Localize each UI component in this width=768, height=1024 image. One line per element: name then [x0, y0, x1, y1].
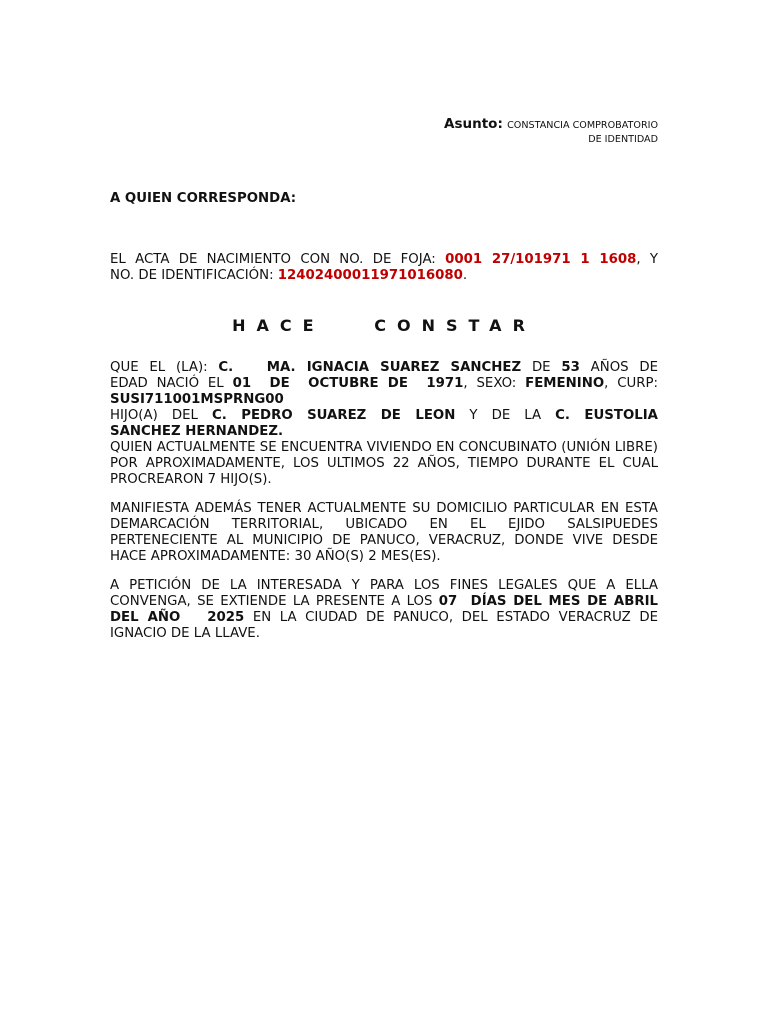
- acta-line-1: [110, 252, 658, 268]
- acta-line-2: [110, 268, 658, 284]
- person-name: C. MA. IGNACIA SUAREZ SANCHEZ: [218, 360, 522, 375]
- person-line-3: [110, 392, 658, 408]
- acta-paragraph: [110, 252, 658, 284]
- person-age: 53: [561, 360, 580, 375]
- subject-line-1: CONSTANCIA COMPROBATORIO: [507, 120, 658, 131]
- child-prefix: HIJO(A) DEL: [110, 408, 198, 423]
- sex-prefix: , SEXO:: [463, 376, 517, 391]
- curp-prefix: , CURP:: [604, 376, 658, 391]
- mother-name-part-1: C. EUSTOLIA: [555, 408, 658, 423]
- person-paragraph: [110, 360, 658, 488]
- document-title: HACE CONSTAR: [232, 316, 536, 335]
- greeting: A QUIEN CORRESPONDA:: [110, 191, 297, 206]
- acta-mid: , Y: [636, 252, 659, 267]
- acta-prefix: EL ACTA DE NACIMIENTO CON NO. DE FOJA:: [110, 252, 436, 267]
- person-line-1: [110, 360, 658, 376]
- peticion-paragraph: [110, 578, 691, 642]
- foja-number: 0001 27/101971 1 1608: [445, 252, 637, 267]
- concubinato-text: QUIEN ACTUALMENTE SE ENCUENTRA VIVIENDO EN CONCUBINATO (UNIÓN LIBRE) POR APROXIMADAMENTE, LOS ULTIMOS 22 AÑOS, TIEMPO DURANTE EL CUAL PROCREARON 7 HIJO(S).: [110, 440, 658, 487]
- subject-label: Asunto:: [444, 116, 503, 132]
- acta-end: .: [462, 268, 468, 283]
- issue-date: 07 DÍAS DEL MES DE ABRIL DEL AÑO 2025: [110, 594, 691, 625]
- peticion-prefix: A PETICIÓN DE LA INTERESADA Y PARA LOS FINES LEGALES QUE A ELLA CONVENGA, SE EXTIENDE LA PRESENTE A LOS: [110, 578, 658, 609]
- person-sex: FEMENINO: [525, 376, 605, 391]
- person-line-2: [110, 376, 658, 392]
- person-line-4: [110, 408, 658, 424]
- curp-value: SUSI711001MSPRNG00: [110, 392, 284, 407]
- subject-line-2: DE IDENTIDAD: [588, 134, 658, 145]
- age-suffix: AÑOS DE: [590, 360, 659, 375]
- identification-number: 12402400011971016080: [277, 268, 463, 283]
- age-prefix: DE: [531, 360, 551, 375]
- born-prefix: EDAD NACIÓ EL: [110, 376, 224, 391]
- subject-block: [110, 117, 658, 147]
- birth-date: 01 DE OCTUBRE DE 1971: [232, 376, 464, 391]
- mother-name-part-2: SANCHEZ HERNANDEZ.: [110, 424, 284, 439]
- person-line-5: [110, 424, 658, 440]
- id-prefix: NO. DE IDENTIFICACIÓN:: [110, 268, 274, 283]
- domicilio-paragraph: MANIFIESTA ADEMÁS TENER ACTUALMENTE SU DOMICILIO PARTICULAR EN ESTA DEMARCACIÓN TERRITORIAL, UBICADO EN EL EJIDO SALSIPUEDES PERTENECIENTE AL MUNICIPIO DE PANUCO, VERACRUZ, DONDE VIVE DESDE HACE APROXIMADAMENTE: 30 AÑO(S) 2 MES(ES).: [110, 501, 658, 564]
- father-name: C. PEDRO SUAREZ DE LEON: [211, 408, 456, 423]
- person-intro: QUE EL (LA):: [110, 360, 208, 375]
- peticion-suffix: EN LA CIUDAD DE PANUCO, DEL ESTADO VERACRUZ DE IGNACIO DE LA LLAVE.: [110, 610, 658, 641]
- and-word: Y DE LA: [469, 408, 542, 423]
